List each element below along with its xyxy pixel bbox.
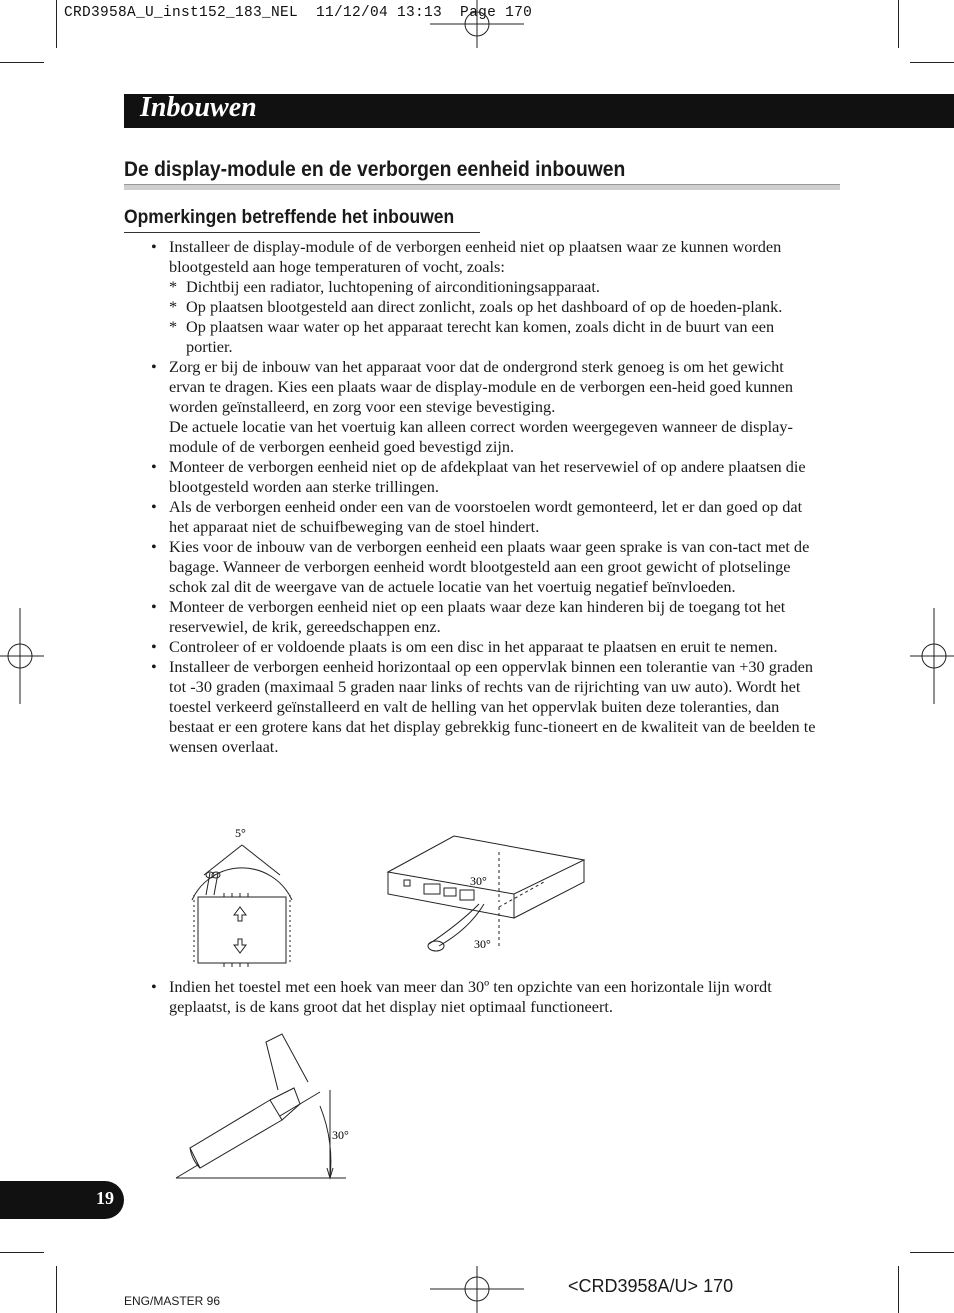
print-header: CRD3958A_U_inst152_183_NEL 11/12/04 13:13 Page 170 bbox=[64, 5, 533, 21]
footer-master-label: ENG/MASTER 96 bbox=[124, 1294, 221, 1308]
sub-list-item: * Dichtbij een radiator, luchtopening of airconditioningsapparaat. bbox=[169, 277, 816, 297]
figure-slope-30-degrees bbox=[170, 1028, 360, 1183]
subheading: Opmerkingen betreffende het inbouwen bbox=[124, 207, 455, 228]
section-heading: De display-module en de verborgen eenheid inbouwen bbox=[124, 158, 626, 181]
installation-notes bbox=[151, 237, 816, 757]
figure-hidden-unit-tilt bbox=[384, 832, 594, 962]
list-item: • Indien het toestel met een hoek van meer dan 30º ten opzichte van een horizontale lijn wordt geplaatst, is de kans groot dat het display niet optimaal functioneert. bbox=[151, 977, 816, 1017]
list-item: • Monteer de verborgen eenheid niet op een plaats waar deze kan hinderen bij de toegang tot het reservewiel, de krik, gereedschappen enz. bbox=[151, 597, 816, 637]
subheading-underline bbox=[124, 232, 480, 233]
list-item: • Als de verborgen eenheid onder een van de voorstoelen wordt gemonteerd, let er dan goed op dat het apparaat niet de schuifbeweging van de stoel hindert. bbox=[151, 497, 816, 537]
angle-label: 30° bbox=[332, 1128, 349, 1142]
angle-label-top: 30° bbox=[470, 874, 487, 888]
list-item: • Installeer de display-module of de verborgen eenheid niet op plaatsen waar ze kunnen worden blootgesteld aan hoge temperaturen of vocht, zoals: * Dichtbij een radiator, luchtopening of airconditioningsapparaat. * Op plaatsen blootgesteld aan direct zonlicht, zoals op het dashboard of op de hoeden-plank. * Op plaatsen waar water op het apparaat terecht kan komen, zoals dicht in de buurt van een portier. bbox=[151, 237, 816, 357]
heading-underline-bar bbox=[124, 184, 840, 190]
sub-list-item: * Op plaatsen waar water op het apparaat terecht kan komen, zoals dicht in de buurt van een portier. bbox=[169, 317, 816, 357]
sub-list-item: * Op plaatsen blootgesteld aan direct zonlicht, zoals op het dashboard of op de hoeden-plank. bbox=[169, 297, 816, 317]
footer-document-code: <CRD3958A/U> 170 bbox=[568, 1276, 734, 1296]
list-item: • Zorg er bij de inbouw van het apparaat voor dat de ondergrond sterk genoeg is om het gewicht ervan te dragen. Kies een plaats waar de display-module en de verborgen een-heid goed kunnen worden geïnstalleerd, en zorg voor een stevige bevestiging. De actuele locatie van het voertuig kan alleen correct worden weergegeven wanneer de display-module of de verborgen eenheid goed bevestigd zijn. bbox=[151, 357, 816, 457]
angle-label: 5° bbox=[235, 826, 246, 840]
angle-warning bbox=[151, 977, 816, 1017]
list-item: • Installeer de verborgen eenheid horizontaal op een oppervlak binnen een tolerantie van +30 graden tot -30 graden (maximaal 5 graden naar links of rechts van de rijrichting van uw auto). Wordt het toestel verkeerd geïnstalleerd en valt de helling van het oppervlak buiten deze toleranties, dan bestaat er een grotere kans dat het display gebrekkig func-tioneert en de kwaliteit van de beelden te wensen overlaat. bbox=[151, 657, 816, 757]
banner-title: Inbouwen bbox=[140, 92, 257, 123]
page-number: 19 bbox=[96, 1188, 114, 1208]
figure-top-view-tolerance bbox=[180, 825, 310, 970]
list-item: • Kies voor de inbouw van de verborgen eenheid een plaats waar geen sprake is van con-tact met de bagage. Wanneer de verborgen eenheid wordt blootgesteld aan een groot gewicht of plotselinge schok zal dit de weergave van de actuele locatie van het voertuig negatief beïnvloeden. bbox=[151, 537, 816, 597]
angle-label-bottom: 30° bbox=[474, 937, 491, 951]
list-item: • Controleer of er voldoende plaats is om een disc in het apparaat te plaatsen en eruit te nemen. bbox=[151, 637, 816, 657]
list-item: • Monteer de verborgen eenheid niet op de afdekplaat van het reservewiel of op andere plaatsen die blootgesteld worden aan sterke trillingen. bbox=[151, 457, 816, 497]
